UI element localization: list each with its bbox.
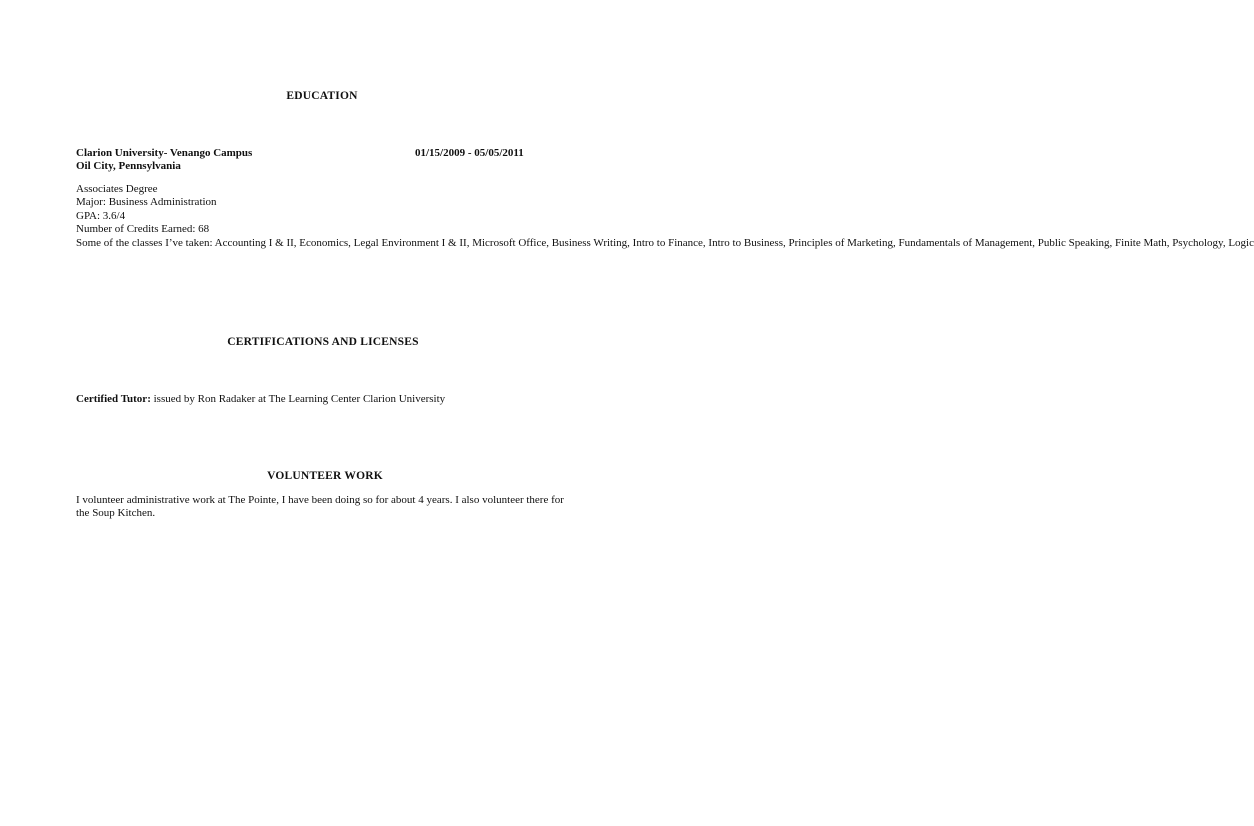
education-details	[76, 183, 1254, 250]
education-heading: EDUCATION	[286, 90, 358, 102]
certifications-heading: CERTIFICATIONS AND LICENSES	[227, 336, 419, 348]
certification-entry	[76, 393, 572, 406]
school-location: Oil City, Pennsylvania	[76, 160, 181, 172]
school-line	[76, 147, 526, 161]
gpa: GPA: 3.6/4	[76, 209, 126, 222]
degree: Associates Degree	[76, 183, 158, 195]
volunteer-heading: VOLUNTEER WORK	[267, 470, 383, 482]
attendance-dates: 01/15/2009 - 05/05/2011	[415, 147, 524, 159]
volunteer-description: I volunteer administrative work at The Pointe, I have been doing so for about 4 years. I also volunteer there for the Soup Kitchen.	[76, 494, 564, 520]
certification-detail: issued by Ron Radaker at The Learning Center Clarion University	[150, 393, 446, 405]
credits-earned: Number of Credits Earned: 68	[76, 223, 210, 236]
major: Major: Business Administration	[76, 196, 217, 209]
school-name: Clarion University- Venango Campus	[76, 147, 253, 159]
certification-title: Certified Tutor:	[76, 393, 151, 405]
classes-taken: Some of the classes I’ve taken: Accounting I & II, Economics, Legal Environment I & II, Microsoft Office, Business Writing, Intro to Finance, Intro to Business, Principles of Marketing, Fundamentals of Management, Public Speaking, Finite Math, Psychology, Logic	[76, 236, 1254, 249]
